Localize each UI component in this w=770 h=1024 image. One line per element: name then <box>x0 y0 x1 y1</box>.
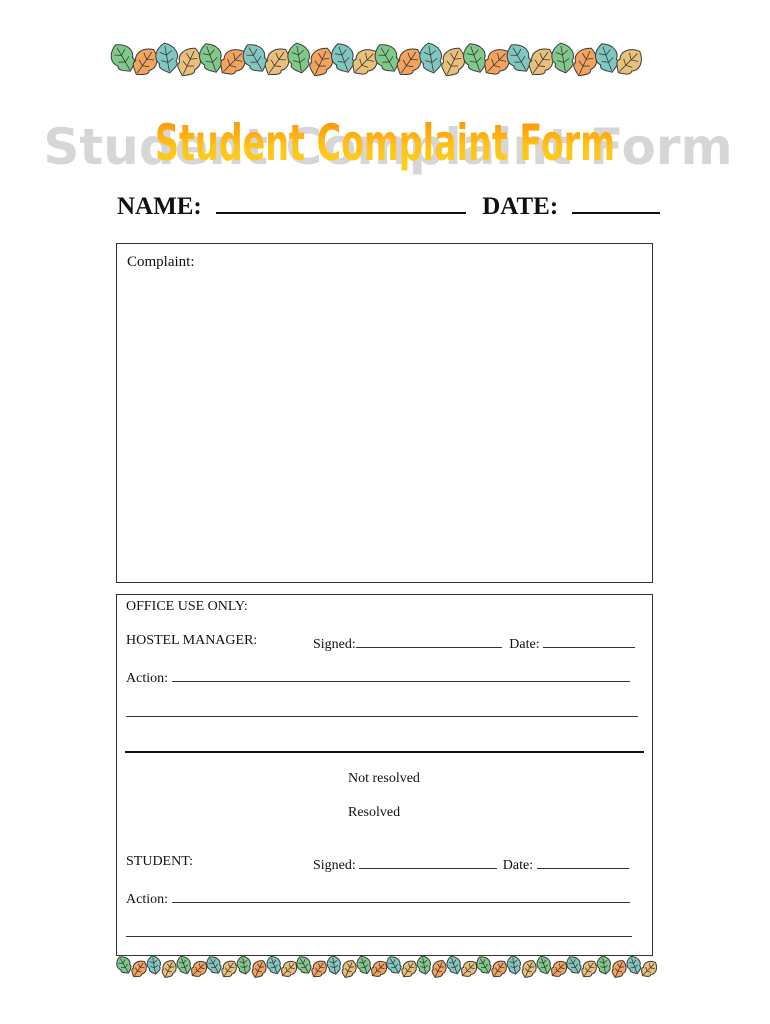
manager-date-field[interactable] <box>543 633 635 648</box>
leaf-icon <box>596 955 612 976</box>
leaf-icon <box>638 958 660 980</box>
resolved-option[interactable]: Resolved <box>348 805 401 820</box>
leaf-icon <box>159 958 179 980</box>
date-blank-field[interactable] <box>572 190 660 214</box>
leaf-icon <box>114 954 135 977</box>
student-signature-field[interactable] <box>359 854 497 869</box>
date-label: DATE: <box>482 193 559 220</box>
student-signed-label: Signed: <box>313 858 356 873</box>
leaf-icon <box>445 954 464 976</box>
student-action-line-2[interactable] <box>126 936 632 937</box>
leaf-border-bottom <box>116 956 664 978</box>
manager-action-row <box>126 667 630 687</box>
leaf-icon <box>519 958 539 980</box>
manager-action-label: Action: <box>126 671 168 686</box>
section-divider <box>125 751 644 753</box>
hostel-manager-label: HOSTEL MANAGER: <box>126 633 258 648</box>
leaf-garland-image <box>116 956 664 978</box>
student-action-row <box>126 888 630 908</box>
name-date-row <box>117 190 657 224</box>
complaint-label: Complaint: <box>127 254 195 270</box>
leaf-icon <box>339 958 359 980</box>
leaf-icon <box>173 44 205 81</box>
title-shadow: Student Complaint Form <box>43 118 733 176</box>
leaf-icon <box>326 955 342 976</box>
leaf-icon <box>625 954 644 976</box>
leaf-icon <box>550 41 577 75</box>
manager-signature-field[interactable] <box>356 633 502 648</box>
complaint-box[interactable] <box>116 243 653 583</box>
leaf-icon <box>564 954 585 977</box>
office-use-heading: OFFICE USE ONLY: <box>126 599 248 614</box>
leaf-icon <box>578 958 599 981</box>
leaf-icon <box>398 958 419 981</box>
leaf-icon <box>308 958 329 981</box>
not-resolved-option[interactable]: Not resolved <box>348 771 420 786</box>
leaf-icon <box>488 958 509 981</box>
student-date-field[interactable] <box>537 854 629 869</box>
leaf-icon <box>474 954 495 977</box>
leaf-icon <box>429 958 449 980</box>
leaf-icon <box>294 954 315 977</box>
leaf-icon <box>265 954 284 976</box>
leaf-icon <box>305 44 337 81</box>
form-title <box>43 105 733 176</box>
leaf-icon <box>236 955 252 976</box>
leaf-icon <box>154 41 181 75</box>
leaf-icon <box>416 955 432 976</box>
leaf-icon <box>506 955 522 976</box>
leaf-icon <box>355 954 374 976</box>
leaf-icon <box>437 44 469 81</box>
leaf-icon <box>609 958 629 980</box>
manager-action-field[interactable] <box>172 667 630 682</box>
leaf-icon <box>535 954 554 976</box>
leaf-icon <box>286 41 313 75</box>
manager-signed-label: Signed: <box>313 637 356 652</box>
office-use-box <box>116 594 653 956</box>
manager-action-line-2[interactable] <box>126 716 638 717</box>
leaf-icon <box>569 44 601 81</box>
manager-signed-row <box>313 633 635 653</box>
title-text: Student Complaint Form <box>155 114 615 172</box>
student-action-field[interactable] <box>172 888 630 903</box>
name-blank-field[interactable] <box>216 190 466 214</box>
name-label: NAME: <box>117 193 202 220</box>
leaf-garland-image <box>115 42 652 78</box>
leaf-border-top <box>115 42 652 78</box>
student-signed-row <box>313 854 629 874</box>
leaf-icon <box>204 954 225 977</box>
leaf-icon <box>128 958 149 981</box>
leaf-icon <box>146 955 162 976</box>
manager-date-label: Date: <box>509 637 540 652</box>
leaf-icon <box>418 41 445 75</box>
leaf-icon <box>384 954 405 977</box>
leaf-icon <box>249 958 269 980</box>
student-action-label: Action: <box>126 892 168 907</box>
student-date-label: Date: <box>502 858 534 873</box>
leaf-icon <box>218 958 239 981</box>
leaf-icon <box>175 954 194 976</box>
student-label: STUDENT: <box>126 854 193 869</box>
